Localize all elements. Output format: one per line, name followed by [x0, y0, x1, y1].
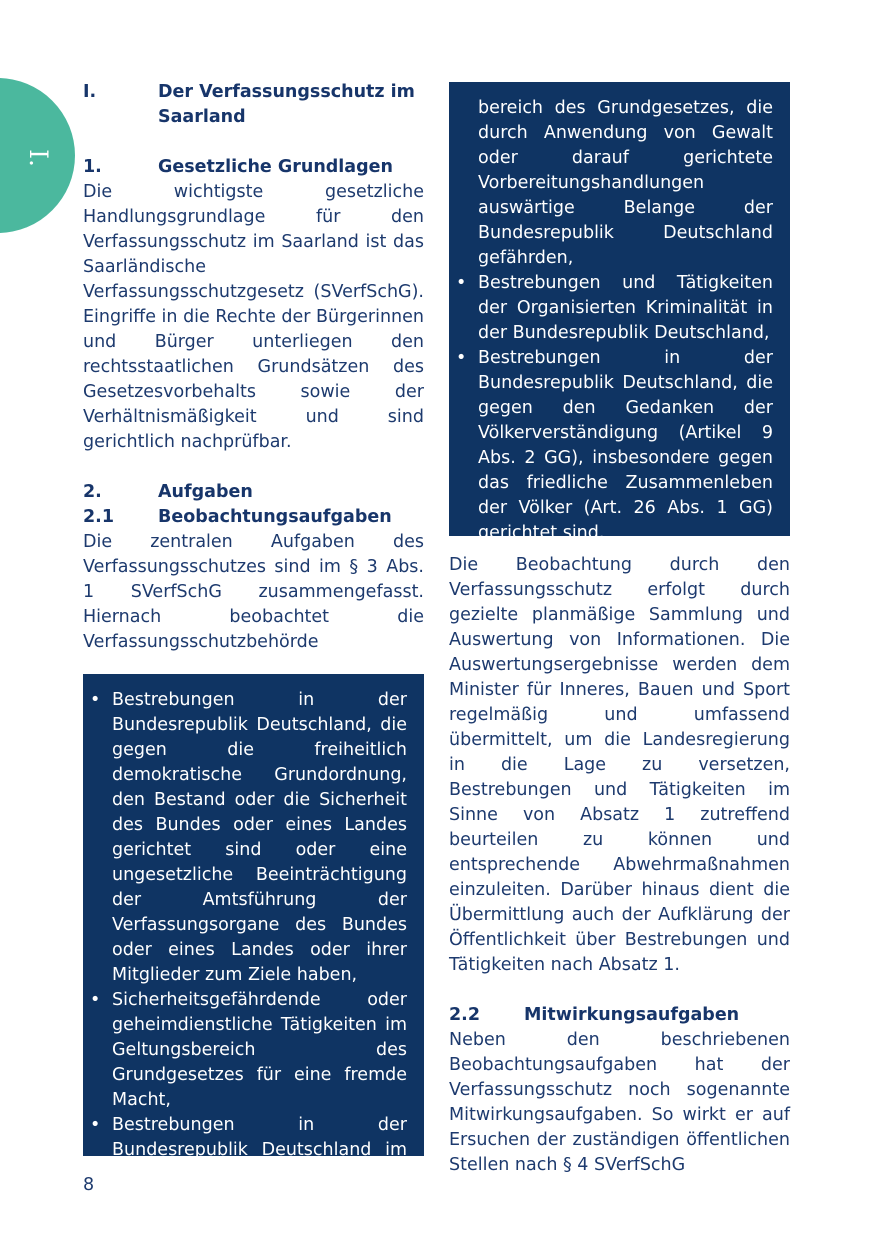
bullet-icon: •	[90, 1115, 101, 1135]
observation-list-right	[449, 271, 773, 546]
section-2-2-title: Mitwirkungsaufgaben	[524, 1005, 740, 1025]
chapter-tab-label: I.	[24, 149, 53, 167]
left-column	[83, 80, 424, 655]
list-item-text: Bestrebungen in der Bundesrepublik Deutschland, die gegen die freiheitlich demokratische Grundordnung, den Bestand oder die Sicherheit des Bundes oder eines Landes gerichtet sind oder eine ungesetzliche Beeinträchtigung der Amtsführung der Verfassungsorgane des Bundes oder eines Landes oder ihrer Mitglieder zum Ziele haben,	[112, 690, 407, 985]
list-item-continuation: bereich des Grundgesetzes, die durch Anwendung von Gewalt oder darauf gerichtete Vorbereitungshandlungen auswärtige Belange der Bundesrepublik Deutschland gefährden,	[478, 98, 773, 268]
bullet-icon: •	[90, 690, 101, 710]
section-2-1-number: 2.1	[83, 507, 115, 527]
right-column	[449, 82, 790, 1178]
list-item	[83, 988, 407, 1113]
observation-list-box-left	[83, 674, 424, 1185]
list-item-text: Bestrebungen in der Bundesrepublik Deutschland, die gegen den Gedanken der Völkerverständigung (Artikel 9 Abs. 2 GG), insbesondere gegen das friedliche Zusammenleben der Völker (Art. 26 Abs. 1 GG) gerichtet sind.	[478, 348, 773, 543]
observation-list-left	[83, 688, 407, 1188]
chapter-heading	[83, 80, 424, 130]
section-2-number: 2.	[83, 482, 102, 502]
list-item	[83, 688, 407, 988]
section-1-number: 1.	[83, 157, 102, 177]
list-item	[83, 1113, 407, 1188]
list-item	[449, 271, 773, 346]
bullet-icon: •	[456, 348, 467, 368]
section-1-text: Die wichtigste gesetzliche Handlungsgrundlage für den Verfassungsschutz im Saarland ist das Saarländische Verfassungsschutzgesetz (SVerfSchG). Eingriffe in die Rechte der Bürgerinnen und Bürger unterliegen den rechtsstaatlichen Grundsätzen des Gesetzesvorbehalts sowie der Verhältnismäßigkeit und sind gerichtlich nachprüfbar.	[83, 182, 425, 452]
list-item	[449, 346, 773, 546]
list-item-text: Bestrebungen in der Bundesrepublik Deutschland im Geltungs-	[112, 1115, 407, 1185]
bullet-icon: •	[90, 990, 101, 1010]
list-item-text: Bestrebungen und Tätigkeiten der Organisierten Kriminalität in der Bundesrepublik Deutschland,	[478, 273, 773, 343]
list-item-text: Sicherheitsgefährdende oder geheimdienstliche Tätigkeiten im Geltungsbereich des Grundgesetzes für eine fremde Macht,	[112, 990, 407, 1110]
section-1-title: Gesetzliche Grundlagen	[158, 157, 393, 177]
section-2-2-text: Neben den beschriebenen Beobachtungsaufgaben hat der Verfassungsschutz noch sogenannte Mitwirkungsaufgaben. So wirkt er auf Ersuchen der zuständigen öffentlichen Stellen nach § 4 SVerfSchG	[449, 1030, 790, 1175]
observation-text: Die Beobachtung durch den Verfassungsschutz erfolgt durch gezielte planmäßige Sammlung und Auswertung von Informationen. Die Auswertungsergebnisse werden dem Minister für Inneres, Bauen und Sport regelmäßig und umfassend übermittelt, um die Landesregierung in die Lage zu versetzen, Bestrebungen und Tätigkeiten im Sinne von Absatz 1 zutreffend beurteilen zu können und entsprechende Abwehrmaßnahmen einzuleiten. Darüber hinaus dient die Übermittlung auch der Aufklärung der Öffentlichkeit über Bestrebungen und Tätigkeiten nach Absatz 1.	[449, 555, 790, 975]
chapter-title: Der Verfassungsschutz im Saarland	[158, 82, 415, 127]
section-2-2-heading	[449, 1003, 790, 1028]
page-number: 8	[83, 1175, 95, 1195]
bullet-icon: •	[456, 273, 467, 293]
section-2-2-number: 2.2	[449, 1005, 481, 1025]
section-2-1-text: Die zentralen Aufgaben des Verfassungsschutzes sind im § 3 Abs. 1 SVerfSchG zusammengefasst. Hiernach beobachtet die Verfassungsschutzbehörde	[83, 532, 424, 652]
section-2-1-title: Beobachtungsaufgaben	[158, 507, 392, 527]
chapter-number: I.	[83, 82, 97, 102]
section-2-1-heading	[83, 505, 424, 530]
section-2-heading	[83, 480, 424, 505]
observation-list-box-right	[449, 82, 790, 543]
section-2-title: Aufgaben	[158, 482, 253, 502]
section-1-heading	[83, 155, 424, 180]
